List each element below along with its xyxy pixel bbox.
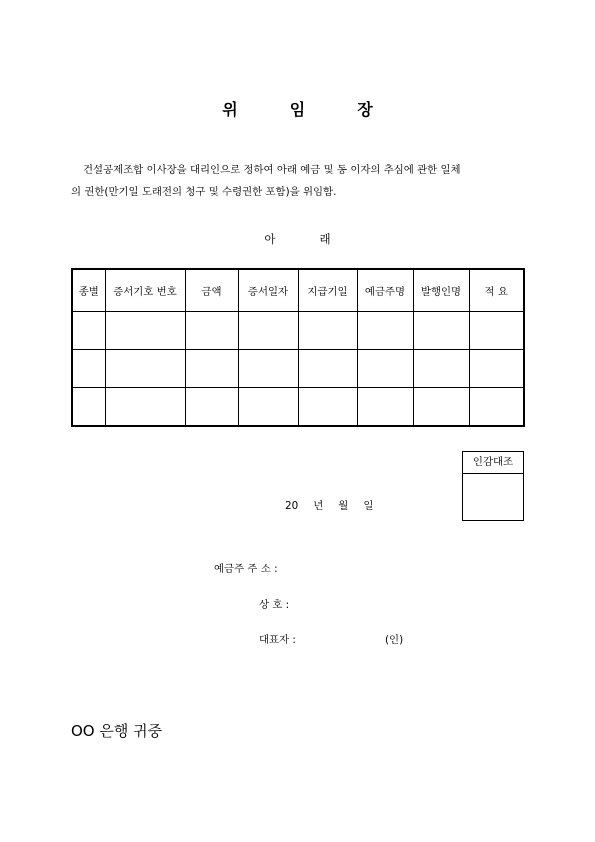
table-cell bbox=[238, 350, 298, 388]
document-title bbox=[0, 97, 595, 120]
table-cell bbox=[413, 388, 469, 427]
seal-mark: (인) bbox=[385, 634, 404, 646]
table-cell bbox=[105, 388, 185, 427]
section-heading bbox=[0, 231, 595, 247]
seal-compare-box bbox=[462, 451, 524, 521]
table-cell bbox=[469, 350, 524, 388]
table-cell bbox=[298, 350, 357, 388]
addressee: OO 은행 귀중 bbox=[71, 722, 163, 740]
table-cell bbox=[298, 388, 357, 427]
table-cell bbox=[185, 388, 238, 427]
table-cell bbox=[413, 312, 469, 350]
representative-label: 대표자 : bbox=[259, 634, 296, 646]
date-month: 월 bbox=[338, 500, 349, 512]
table-cell bbox=[357, 350, 413, 388]
table-cell bbox=[72, 350, 105, 388]
firm-name-label: 상 호 : bbox=[259, 599, 290, 611]
date-line bbox=[285, 497, 388, 512]
table-cell bbox=[185, 350, 238, 388]
table-cell bbox=[469, 312, 524, 350]
table-row bbox=[72, 350, 524, 388]
table-cell bbox=[357, 388, 413, 427]
table-cell bbox=[298, 312, 357, 350]
header-remarks: 적 요 bbox=[469, 269, 524, 312]
table-row bbox=[72, 388, 524, 427]
heading-char: 아 bbox=[264, 232, 276, 246]
table-cell bbox=[238, 388, 298, 427]
table-header-row bbox=[72, 269, 524, 312]
depositor-address-label: 예금주 주 소 : bbox=[214, 563, 278, 575]
table-cell bbox=[185, 312, 238, 350]
table-cell bbox=[72, 388, 105, 427]
title-char: 위 bbox=[222, 100, 238, 119]
table-cell bbox=[105, 350, 185, 388]
intro-paragraph bbox=[71, 159, 529, 203]
intro-line-2: 의 권한(만기일 도래전의 청구 및 수령권한 포함)을 위임함. bbox=[71, 186, 337, 198]
seal-compare-label: 인감대조 bbox=[463, 452, 523, 474]
deposit-table bbox=[71, 268, 525, 427]
table-row bbox=[72, 312, 524, 350]
header-certificate-date: 증서일자 bbox=[238, 269, 298, 312]
intro-line-1: 건설공제조합 이사장을 대리인으로 정하여 아래 예금 및 동 이자의 추심에 관한 일체 bbox=[83, 164, 461, 176]
header-type: 종별 bbox=[72, 269, 105, 312]
date-year: 년 bbox=[313, 500, 324, 512]
table-cell bbox=[105, 312, 185, 350]
date-year-prefix: 20 bbox=[285, 500, 299, 512]
header-certificate-number: 증서기호 번호 bbox=[105, 269, 185, 312]
heading-char: 래 bbox=[319, 232, 331, 246]
header-depositor-name: 예금주명 bbox=[357, 269, 413, 312]
title-char: 장 bbox=[357, 100, 373, 119]
header-due-date: 지급기일 bbox=[298, 269, 357, 312]
table-cell bbox=[413, 350, 469, 388]
table-cell bbox=[72, 312, 105, 350]
table-cell bbox=[469, 388, 524, 427]
table-cell bbox=[238, 312, 298, 350]
header-issuer-name: 발행인명 bbox=[413, 269, 469, 312]
header-amount: 금액 bbox=[185, 269, 238, 312]
table-cell bbox=[357, 312, 413, 350]
title-char: 임 bbox=[289, 100, 306, 119]
date-day: 일 bbox=[363, 500, 374, 512]
